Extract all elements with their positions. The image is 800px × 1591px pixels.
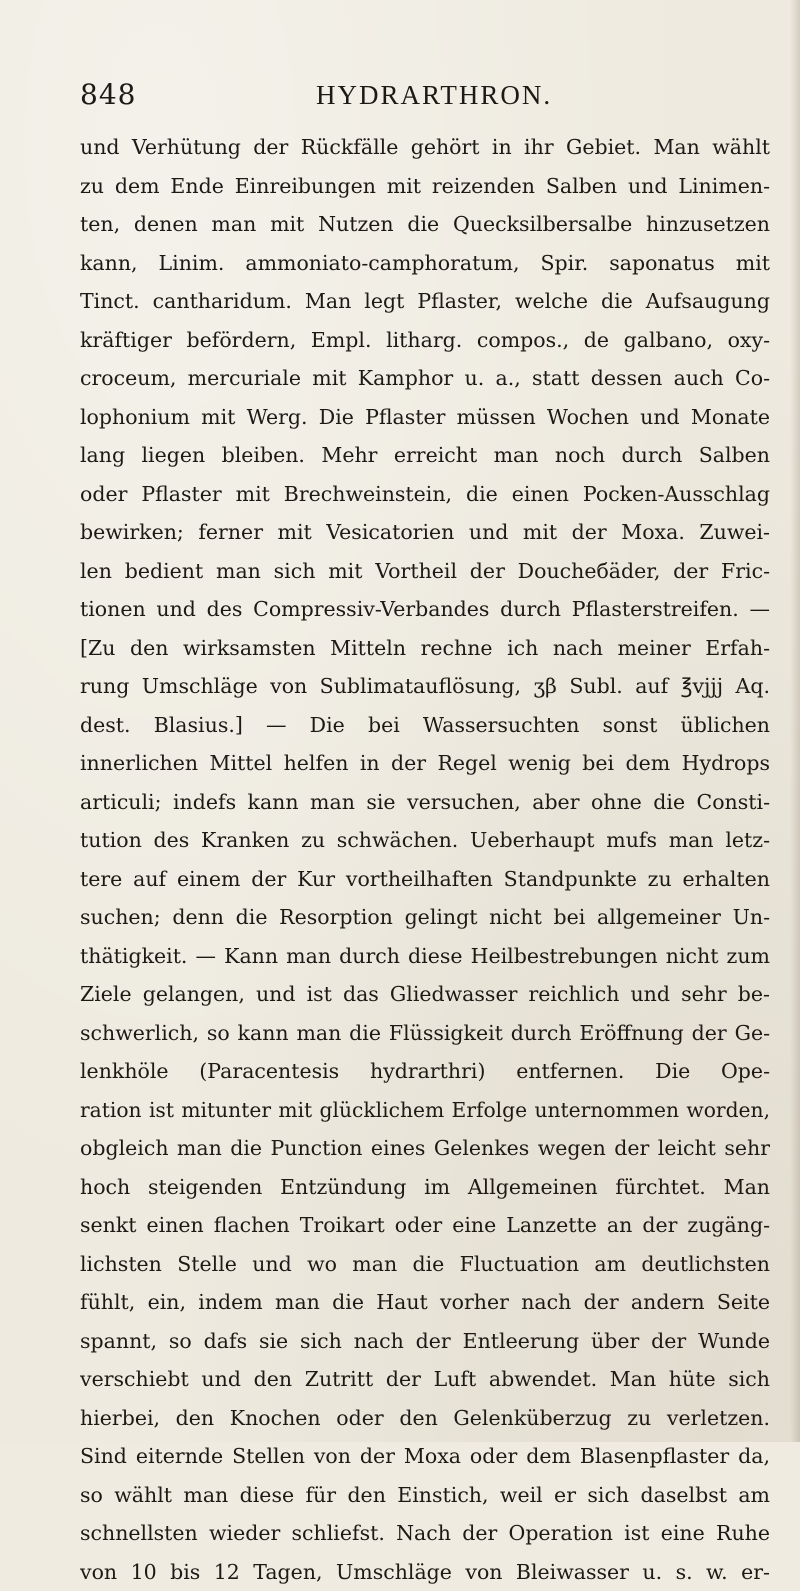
text-line: hierbei, den Knochen oder den Gelenküberzug zu verletzen. bbox=[80, 1399, 770, 1438]
text-line: articuli; indefs kann man sie versuchen, aber ohne die Consti- bbox=[80, 783, 770, 822]
text-line: spannt, so dafs sie sich nach der Entleerung über der Wunde bbox=[80, 1322, 770, 1361]
text-line: kräftiger befördern, Empl. litharg. compos., de galbano, oxy- bbox=[80, 321, 770, 360]
text-line: fühlt, ein, indem man die Haut vorher nach der andern Seite bbox=[80, 1283, 770, 1322]
text-line: Sind eiternde Stellen von der Moxa oder dem Blasenpflaster da, bbox=[80, 1437, 770, 1476]
text-line: dest. Blasius.] — Die bei Wassersuchten sonst üblichen bbox=[80, 706, 770, 745]
text-line: so wählt man diese für den Einstich, weil er sich daselbst am bbox=[80, 1476, 770, 1515]
text-line: verschiebt und den Zutritt der Luft abwendet. Man hüte sich bbox=[80, 1360, 770, 1399]
text-line: zu dem Ende Einreibungen mit reizenden Salben und Linimen- bbox=[80, 167, 770, 206]
text-line: von 10 bis 12 Tagen, Umschläge von Bleiwasser u. s. w. er- bbox=[80, 1553, 770, 1591]
text-line: lophonium mit Werg. Die Pflaster müssen Wochen und Monate bbox=[80, 398, 770, 437]
text-line: thätigkeit. — Kann man durch diese Heilbestrebungen nicht zum bbox=[80, 937, 770, 976]
text-line: hoch steigenden Entzündung im Allgemeinen fürchtet. Man bbox=[80, 1168, 770, 1207]
text-line: lang liegen bleiben. Mehr erreicht man noch durch Salben bbox=[80, 436, 770, 475]
text-line: tionen und des Compressiv-Verbandes durch Pflasterstreifen. — bbox=[80, 590, 770, 629]
text-line: suchen; denn die Resorption gelingt nicht bei allgemeiner Un- bbox=[80, 898, 770, 937]
running-head bbox=[0, 78, 800, 118]
text-line: schnellsten wieder schliefst. Nach der Operation ist eine Ruhe bbox=[80, 1514, 770, 1553]
text-line: ration ist mitunter mit glücklichem Erfolge unternommen worden, bbox=[80, 1091, 770, 1130]
text-line: croceum, mercuriale mit Kamphor u. a., statt dessen auch Co- bbox=[80, 359, 770, 398]
text-line: obgleich man die Punction eines Gelenkes wegen der leicht sehr bbox=[80, 1129, 770, 1168]
text-line: len bedient man sich mit Vortheil der Doucheбäder, der Fric- bbox=[80, 552, 770, 591]
running-title: HYDRARTHRON. bbox=[316, 80, 552, 111]
page-number: 848 bbox=[80, 78, 136, 111]
text-line: tere auf einem der Kur vortheilhaften Standpunkte zu erhalten bbox=[80, 860, 770, 899]
text-line: lichsten Stelle und wo man die Fluctuation am deutlichsten bbox=[80, 1245, 770, 1284]
text-line: ten, denen man mit Nutzen die Quecksilbersalbe hinzusetzen bbox=[80, 205, 770, 244]
text-line: schwerlich, so kann man die Flüssigkeit durch Eröffnung der Ge- bbox=[80, 1014, 770, 1053]
text-line: rung Umschläge von Sublimatauflösung, ʒβ Subl. auf ℥vjjj Aq. bbox=[80, 667, 770, 706]
text-line: bewirken; ferner mit Vesicatorien und mit der Moxa. Zuwei- bbox=[80, 513, 770, 552]
text-line: oder Pflaster mit Brechweinstein, die einen Pocken-Ausschlag bbox=[80, 475, 770, 514]
text-line: und Verhütung der Rückfälle gehört in ihr Gebiet. Man wählt bbox=[80, 128, 770, 167]
text-line: kann, Linim. ammoniato-camphoratum, Spir. saponatus mit bbox=[80, 244, 770, 283]
text-line: Ziele gelangen, und ist das Gliedwasser reichlich und sehr be- bbox=[80, 975, 770, 1014]
page-edge-shadow bbox=[790, 0, 800, 1442]
body-text bbox=[80, 128, 770, 1591]
text-line: Tinct. cantharidum. Man legt Pflaster, welche die Aufsaugung bbox=[80, 282, 770, 321]
text-line: innerlichen Mittel helfen in der Regel wenig bei dem Hydrops bbox=[80, 744, 770, 783]
text-line: tution des Kranken zu schwächen. Ueberhaupt mufs man letz- bbox=[80, 821, 770, 860]
text-line: lenkhöle (Paracentesis hydrarthri) entfernen. Die Ope- bbox=[80, 1052, 770, 1091]
text-line: [Zu den wirksamsten Mitteln rechne ich nach meiner Erfah- bbox=[80, 629, 770, 668]
text-line: senkt einen flachen Troikart oder eine Lanzette an der zugäng- bbox=[80, 1206, 770, 1245]
